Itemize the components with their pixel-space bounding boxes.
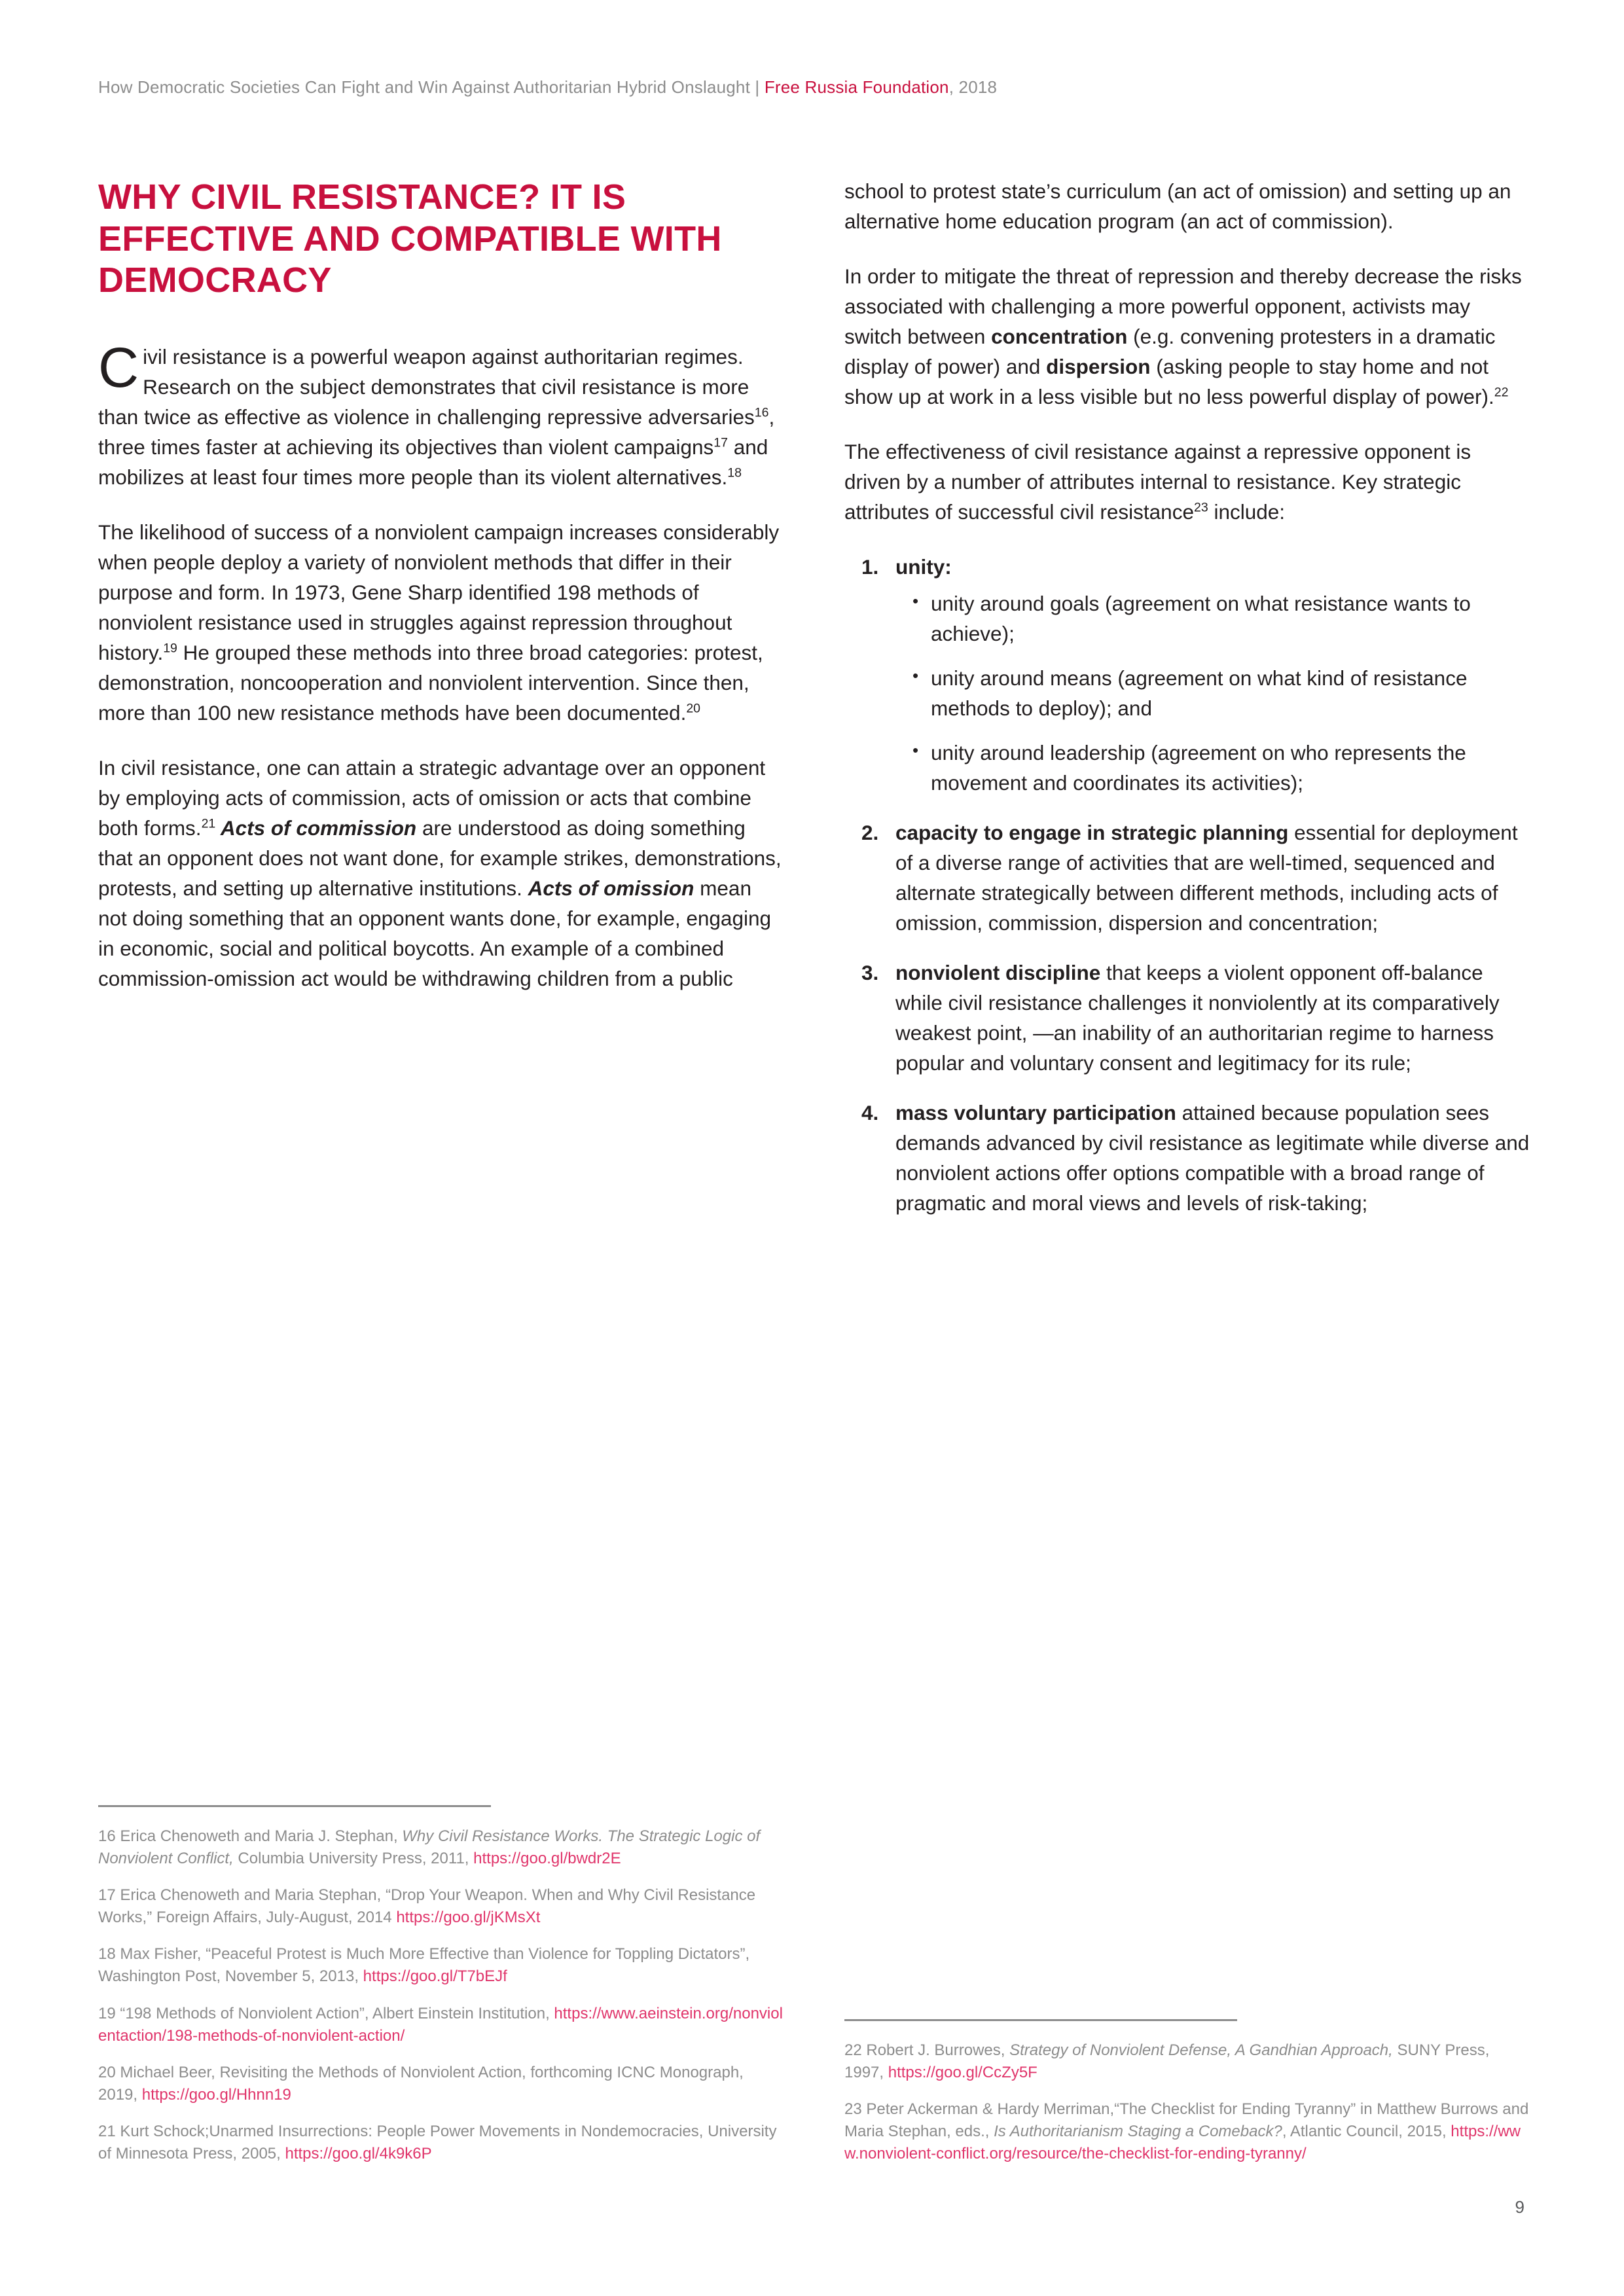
paragraph-intro [98, 336, 785, 493]
footnote-title: Strategy of Nonviolent Defense, A Gandhian Approach, [1009, 2041, 1393, 2059]
list-item-lead: capacity to engage in strategic planning [895, 820, 1289, 844]
footnote-ref-19: 19 [163, 641, 177, 656]
footnote-title: Is Authoritarianism Staging a Comeback? [994, 2122, 1282, 2140]
paragraph-school-protest: school to protest state’s curriculum (an act of omission) and setting up an alternative home education program (an act of commission). [844, 179, 1511, 233]
footnote-ref-23: 23 [1193, 500, 1208, 515]
commission-text-1: In civil resistance, one can attain a strategic advantage over an opponent by employing acts of commission, acts of omission or acts that combine both forms. [98, 755, 766, 840]
footnote-number: 21 [98, 2122, 116, 2140]
list-item-rest: essential for deployment of a diverse range of activities that are well-timed, sequenced and alternate strategically between different methods, including acts of omission, commission, dispersion and concentration; [895, 820, 1518, 935]
list-item-rest: attained because population sees demands advanced by civil resistance as legitimate while diverse and nonviolent actions offer options compatible with a broad range of pragmatic and moral views and levels of risk-taking; [895, 1100, 1530, 1215]
commission-text-2: are understood as doing something that an opponent does not want done, for example strikes, demonstrations, protests, and setting up alternative institutions. [98, 816, 782, 900]
footnote-text-a: “198 Methods of Nonviolent Action”, Albert Einstein Institution, [115, 2004, 554, 2022]
columns-container [98, 177, 1532, 2179]
footnote-text-a: Robert J. Burrowes, [861, 2041, 1010, 2059]
footnote-ref-18: 18 [727, 465, 742, 480]
footnote-17 [98, 1884, 785, 1929]
footnote-18 [98, 1943, 785, 1988]
footnote-number: 23 [844, 2100, 862, 2118]
footnote-link[interactable]: https://goo.gl/bwdr2E [473, 1850, 621, 1868]
right-column [844, 177, 1532, 1238]
footnote-text-a: Michael Beer, Revisiting the Methods of Nonviolent Action, forthcoming ICNC Monograph, 2019, [98, 2063, 744, 2104]
footnote-link[interactable]: https://goo.gl/Hhnn19 [141, 2085, 291, 2104]
footnote-16 [98, 1825, 785, 1870]
methods-text-2: He grouped these methods into three broad categories: protest, demonstration, noncooperation and nonviolent intervention. Since then, more than 100 new resistance methods have been documented. [98, 641, 763, 725]
footnote-title: Why Civil Resistance Works. The Strategic Logic of Nonviolent Conflict, [98, 1827, 761, 1868]
footnote-number: 18 [98, 1945, 116, 1964]
sub-list-item: • unity around means (agreement on what kind of resistance methods to deploy); and [895, 664, 1532, 724]
paragraph-methods [98, 518, 785, 728]
footnote-link[interactable]: https://goo.gl/jKMsXt [396, 1909, 541, 1927]
footnote-number: 20 [98, 2063, 116, 2081]
methods-text-1: The likelihood of success of a nonviolent campaign increases considerably when people deploy a variety of nonviolent methods that differ in their purpose and form. In 1973, Gene Sharp identified 198 methods of nonviolent resistance used in struggles against repression throughout history. [98, 520, 780, 665]
footnote-link[interactable]: https://goo.gl/CcZy5F [888, 2063, 1038, 2081]
sub-list-item: • unity around goals (agreement on what resistance wants to achieve); [895, 589, 1532, 649]
running-head [98, 77, 1538, 98]
footnotes-left [98, 1805, 785, 2179]
page-number: 9 [1515, 2197, 1525, 2217]
attributes-list [844, 552, 1532, 1219]
footnote-link[interactable]: https://goo.gl/4k9k6P [285, 2144, 432, 2162]
attributes-text-2: include: [1208, 499, 1286, 524]
footnote-link[interactable]: https://www.aeinstein.org/nonviolentaction/198-methods-of-nonviolent-action/ [98, 2004, 783, 2045]
intro-text-2: , three times faster at achieving its objectives than violent campaigns [98, 405, 775, 459]
footnote-ref-20: 20 [686, 701, 701, 716]
footnote-number: 16 [98, 1827, 116, 1846]
footnotes-right [844, 2019, 1532, 2179]
term-dispersion: dispersion [1046, 354, 1151, 378]
footnote-text-a: Max Fisher, “Peaceful Protest is Much More Effective than Violence for Toppling Dictators”, Washington Post, November 5, 2013, [98, 1945, 750, 1986]
footnote-text-a: Kurt Schock;Unarmed Insurrections: People Power Movements in Nondemocracies, University of Minnesota Press, 2005, [98, 2122, 777, 2162]
list-item-lead: mass voluntary participation [895, 1100, 1176, 1124]
sub-list [895, 589, 1532, 798]
running-head-brand: Free Russia Foundation [764, 77, 949, 97]
running-head-title: How Democratic Societies Can Fight and Win Against Authoritarian Hybrid Onslaught | [98, 77, 765, 97]
left-column [98, 177, 785, 1019]
list-item [895, 958, 1532, 1079]
footnote-text-a: Peter Ackerman & Hardy Merriman,“The Checklist for Ending Tyranny” in Matthew Burrows and Maria Stephan, eds., [844, 2100, 1529, 2140]
footnote-text-a: Erica Chenoweth and Maria J. Stephan, [115, 1827, 403, 1846]
footnote-ref-17: 17 [713, 435, 728, 450]
term-acts-of-commission: Acts of commission [215, 816, 417, 840]
footnote-text-b: , Atlantic Council, 2015, [1282, 2122, 1451, 2140]
footnote-22 [844, 2039, 1532, 2084]
term-concentration: concentration [991, 324, 1128, 348]
running-head-year: , 2018 [948, 77, 998, 97]
footnote-link[interactable]: https://www.nonviolent-conflict.org/resource/the-checklist-for-ending-tyranny/ [844, 2122, 1521, 2162]
footnote-link[interactable]: https://goo.gl/T7bEJf [363, 1967, 507, 1986]
footnote-21 [98, 2121, 785, 2165]
footnote-20 [98, 2062, 785, 2106]
footnote-divider [98, 1805, 491, 1807]
footnote-divider [844, 2019, 1237, 2021]
mitigate-text-2: (e.g. convening protesters in a dramatic display of power) and [844, 324, 1496, 378]
footnote-19 [98, 2003, 785, 2047]
footnote-text-b: SUNY Press, 1997, [844, 2041, 1490, 2081]
sub-list-item: • unity around leadership (agreement on who represents the movement and coordinates its activities); [895, 738, 1532, 798]
footnote-number: 17 [98, 1886, 116, 1905]
intro-text-1: ivil resistance is a powerful weapon against authoritarian regimes. Research on the subject demonstrates that civil resistance is more than twice as effective as violence in challenging repressive adversaries [98, 345, 755, 429]
footnote-ref-22: 22 [1494, 385, 1509, 400]
footnote-text-a: Erica Chenoweth and Maria Stephan, “Drop Your Weapon. When and Why Civil Resistance Works,” Foreign Affairs, July-August, 2014 [98, 1886, 756, 1927]
paragraph-attributes-intro [844, 437, 1532, 528]
footnote-number: 19 [98, 2004, 116, 2022]
footnote-text-b: Columbia University Press, 2011, [233, 1850, 474, 1868]
list-item [895, 818, 1532, 939]
intro-text-3: and mobilizes at least four times more people than its violent alternatives. [98, 435, 768, 490]
list-item-rest: that keeps a violent opponent off-balance while civil resistance challenges it nonviolently at its comparatively weakest point, —an inability of an authoritarian regime to harness popular and voluntary consent and legitimacy for its rule; [895, 960, 1500, 1075]
list-item-lead: unity: [895, 554, 952, 579]
list-item-lead: nonviolent discipline [895, 960, 1101, 984]
footnote-ref-16: 16 [754, 405, 769, 420]
term-acts-of-omission: Acts of omission [528, 876, 695, 900]
mitigate-text-3: (asking people to stay home and not show up at work in a less visible but no less powerful display of power). [844, 354, 1494, 408]
paragraph-commission-omission [98, 753, 785, 994]
footnote-23 [844, 2098, 1532, 2165]
attributes-text-1: The effectiveness of civil resistance against a repressive opponent is driven by a number of attributes internal to resistance. Key strategic attributes of successful civil resistance [844, 439, 1471, 524]
drop-cap: C [98, 336, 139, 400]
footnote-ref-21: 21 [201, 816, 216, 831]
page-title: WHY CIVIL RESISTANCE? IT IS EFFECTIVE AND COMPATIBLE WITH DEMOCRACY [98, 177, 722, 300]
list-item [895, 1098, 1532, 1219]
mitigate-text-1: In order to mitigate the threat of repression and thereby decrease the risks associated with challenging a more powerful opponent, activists may switch between [844, 264, 1522, 348]
commission-text-3: mean not doing something that an opponent wants done, for example, engaging in economic, social and political boycotts. An example of a combined commission-omission act would be withdrawing children from a public [98, 876, 771, 990]
paragraph-concentration-dispersion [844, 262, 1532, 412]
footnote-number: 22 [844, 2041, 862, 2059]
list-item [895, 552, 1532, 798]
